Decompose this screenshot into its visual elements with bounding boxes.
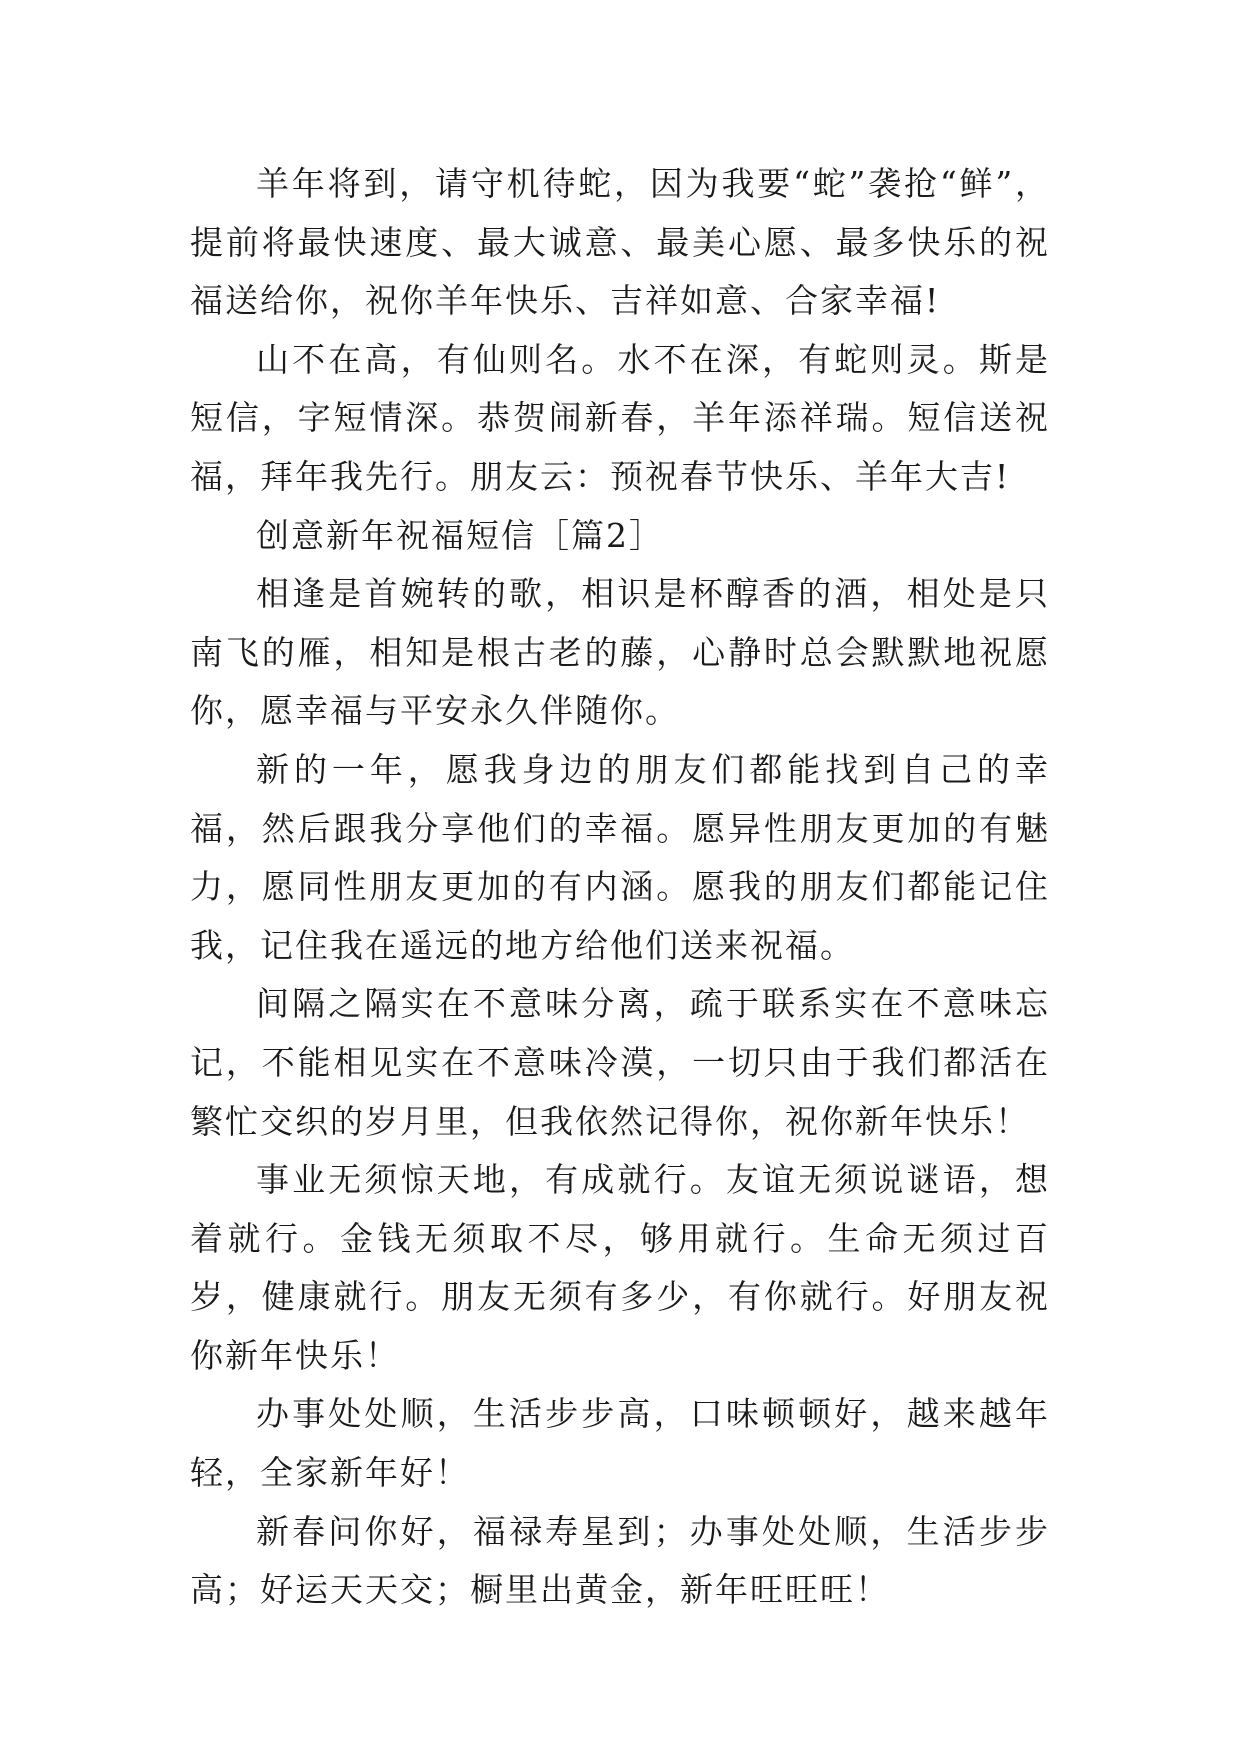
document-body <box>190 155 1050 1620</box>
paragraph: 山不在高，有仙则名。水不在深，有蛇则灵。斯是短信，字短情深。恭贺闹新春，羊年添祥瑞。短信送祝福，拜年我先行。朋友云：预祝春节快乐、羊年大吉! <box>190 339 1050 496</box>
paragraph: 羊年将到，请守机待蛇，因为我要“蛇”袭抢“鲜”，提前将最快速度、最大诚意、最美心愿、最多快乐的祝福送给你，祝你羊年快乐、吉祥如意、合家幸福! <box>190 164 1050 321</box>
paragraph: 新的一年，愿我身边的朋友们都能找到自己的幸福，然后跟我分享他们的幸福。愿异性朋友更加的有魅力，愿同性朋友更加的有内涵。愿我的朋友们都能记住我，记住我在遥远的地方给他们送来祝福。 <box>190 749 1050 965</box>
paragraph: 相逢是首婉转的歌，相识是杯醇香的酒，相处是只南飞的雁，相知是根古老的藤，心静时总会默默地祝愿你，愿幸福与平安永久伴随你。 <box>190 574 1050 731</box>
section-heading: 创意新年祝福短信［篇2］ <box>256 515 664 555</box>
paragraph: 事业无须惊天地，有成就行。友谊无须说谜语，想着就行。金钱无须取不尽，够用就行。生命无须过百岁，健康就行。朋友无须有多少，有你就行。好朋友祝你新年快乐！ <box>190 1160 1050 1375</box>
paragraph: 办事处处顺，生活步步高，口味顿顿好，越来越年轻，全家新年好！ <box>190 1394 1050 1493</box>
paragraph: 间隔之隔实在不意味分离，疏于联系实在不意味忘记，不能相见实在不意味冷漠，一切只由于我们都活在繁忙交织的岁月里，但我依然记得你，祝你新年快乐！ <box>190 984 1050 1141</box>
paragraph: 新春问你好，福禄寿星到；办事处处顺，生活步步高；好运天天交；橱里出黄金，新年旺旺旺！ <box>190 1511 1050 1610</box>
